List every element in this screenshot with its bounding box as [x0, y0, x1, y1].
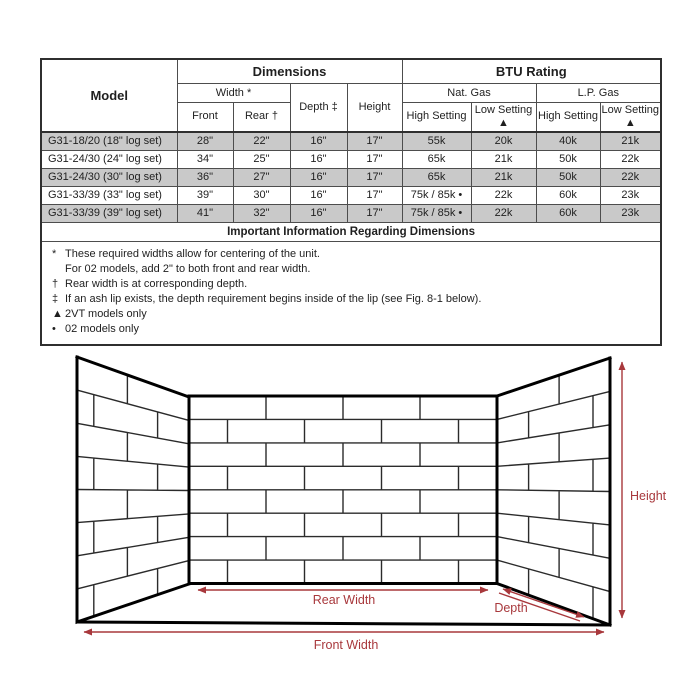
value-cell: 25": [233, 150, 290, 168]
col-header-lp-low-setting: Low Setting ▲: [600, 102, 661, 132]
table-body: [41, 132, 661, 222]
footnote-text: 2VT models only: [65, 307, 147, 320]
footnote-marker: •: [52, 322, 56, 335]
value-cell: 22k: [600, 168, 661, 186]
footnote-marker: ▲: [52, 307, 63, 320]
value-cell: 65k: [402, 150, 471, 168]
model-cell: G31-33/39 (39" log set): [41, 204, 177, 222]
model-cell: G31-24/30 (30" log set): [41, 168, 177, 186]
model-cell: G31-18/20 (18" log set): [41, 132, 177, 150]
table-notes: [41, 222, 661, 345]
col-header-rear: Rear †: [233, 102, 290, 132]
footnote-line: [52, 277, 652, 292]
spec-table: [40, 58, 662, 346]
value-cell: 75k / 85k •: [402, 204, 471, 222]
model-cell: G31-24/30 (24" log set): [41, 150, 177, 168]
value-cell: 28": [177, 132, 233, 150]
height-label: Height: [630, 489, 667, 503]
footnote-text: If an ash lip exists, the depth requirement begins inside of the lip (see Fig. 8-1 below).: [65, 292, 482, 305]
value-cell: 17": [347, 204, 402, 222]
value-cell: 16": [290, 132, 347, 150]
note-title: Important Information Regarding Dimensions: [41, 222, 661, 241]
value-cell: 50k: [536, 150, 600, 168]
value-cell: 75k / 85k •: [402, 186, 471, 204]
col-header-front: Front: [177, 102, 233, 132]
value-cell: 23k: [600, 204, 661, 222]
value-cell: 60k: [536, 204, 600, 222]
value-cell: 60k: [536, 186, 600, 204]
footnote-text: Rear width is at corresponding depth.: [65, 277, 248, 290]
value-cell: 17": [347, 168, 402, 186]
footnote-line: [52, 247, 652, 262]
footnote-marker: [52, 262, 65, 277]
table-row: [41, 150, 661, 168]
header-row-groups: [41, 59, 661, 83]
col-group-width: Width *: [177, 83, 290, 102]
value-cell: 50k: [536, 168, 600, 186]
value-cell: 27": [233, 168, 290, 186]
front-edge-line: [77, 622, 610, 625]
footnotes-list: [52, 247, 652, 337]
table-row: [41, 168, 661, 186]
front-width-label: Front Width: [313, 638, 379, 652]
col-header-lp-high-setting: High Setting: [536, 102, 600, 132]
value-cell: 21k: [600, 132, 661, 150]
value-cell: 16": [290, 150, 347, 168]
value-cell: 21k: [471, 150, 536, 168]
footnote-line: [52, 292, 652, 307]
rear-width-label: Rear Width: [312, 593, 376, 607]
footnote-text: These required widths allow for centering of the unit.: [65, 247, 320, 260]
value-cell: 34": [177, 150, 233, 168]
value-cell: 20k: [471, 132, 536, 150]
col-group-btu-rating: BTU Rating: [402, 59, 661, 83]
footnote-text: For 02 models, add 2" to both front and rear width.: [65, 262, 311, 275]
footnote-marker: †: [52, 277, 59, 290]
value-cell: 23k: [600, 186, 661, 204]
value-cell: 16": [290, 186, 347, 204]
value-cell: 39": [177, 186, 233, 204]
table-row: [41, 132, 661, 150]
col-group-lp-gas: L.P. Gas: [536, 83, 661, 102]
value-cell: 22k: [471, 186, 536, 204]
table-row: [41, 186, 661, 204]
col-group-nat-gas: Nat. Gas: [402, 83, 536, 102]
col-header-depth: Depth ‡: [290, 83, 347, 132]
footnote-marker: *: [52, 247, 57, 260]
footnote-text: 02 models only: [65, 322, 139, 335]
footnote-marker: ‡: [52, 292, 59, 305]
footnote-line: [52, 307, 652, 322]
value-cell: 21k: [471, 168, 536, 186]
value-cell: 17": [347, 132, 402, 150]
table-header: [41, 59, 661, 132]
col-header-ng-low-setting: Low Setting ▲: [471, 102, 536, 132]
value-cell: 30": [233, 186, 290, 204]
value-cell: 65k: [402, 168, 471, 186]
model-cell: G31-33/39 (33" log set): [41, 186, 177, 204]
col-header-model: Model: [41, 59, 177, 132]
value-cell: 32": [233, 204, 290, 222]
value-cell: 16": [290, 168, 347, 186]
footnotes-row: [41, 241, 661, 345]
fireplace-diagram: [0, 340, 700, 700]
footnote-line: [52, 322, 652, 337]
value-cell: 17": [347, 150, 402, 168]
footnote-line: [52, 262, 652, 277]
value-cell: 41": [177, 204, 233, 222]
col-group-dimensions: Dimensions: [177, 59, 402, 83]
value-cell: 36": [177, 168, 233, 186]
value-cell: 55k: [402, 132, 471, 150]
col-header-height: Height: [347, 83, 402, 132]
value-cell: 22k: [600, 150, 661, 168]
depth-label: Depth: [494, 601, 528, 615]
note-title-row: [41, 222, 661, 241]
value-cell: 22": [233, 132, 290, 150]
value-cell: 17": [347, 186, 402, 204]
value-cell: 22k: [471, 204, 536, 222]
footnotes-cell: [41, 241, 661, 345]
col-header-ng-high-setting: High Setting: [402, 102, 471, 132]
value-cell: 40k: [536, 132, 600, 150]
value-cell: 16": [290, 204, 347, 222]
table-row: [41, 204, 661, 222]
